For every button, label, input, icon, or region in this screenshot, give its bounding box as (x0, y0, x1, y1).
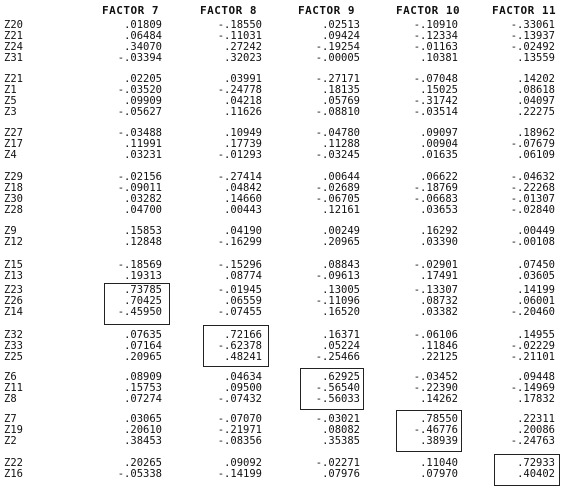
loading-value: -.03514 (413, 106, 458, 118)
variable-name: Z21 (4, 73, 23, 85)
loading-value: -.05627 (117, 106, 162, 118)
loading-value: .27242 (224, 41, 262, 53)
loading-value: -.13937 (510, 30, 555, 42)
loading-value: -.45950 (117, 306, 162, 318)
loading-value: .04190 (224, 225, 262, 237)
variable-name: Z24 (4, 41, 23, 53)
loading-value: -.11031 (217, 30, 262, 42)
loading-value: .19313 (124, 270, 162, 282)
loading-value: -.19254 (315, 41, 360, 53)
loading-value: -.07070 (217, 413, 262, 425)
loading-value: .04097 (517, 95, 555, 107)
loading-value: -.25466 (315, 351, 360, 363)
loading-value: .07164 (124, 340, 162, 352)
variable-name: Z23 (4, 284, 23, 296)
loading-value: -.16299 (217, 236, 262, 248)
loading-value: -.56540 (315, 382, 360, 394)
loading-value: -.02156 (117, 171, 162, 183)
loading-value: -.14969 (510, 382, 555, 394)
loading-value: .20086 (517, 424, 555, 436)
loading-value: .08843 (322, 259, 360, 271)
loading-value: -.00005 (315, 52, 360, 64)
loading-value: .14262 (420, 393, 458, 405)
variable-name: Z8 (4, 393, 17, 405)
loading-value: -.07048 (413, 73, 458, 85)
loading-value: .22125 (420, 351, 458, 363)
loading-value: .00449 (517, 225, 555, 237)
variable-name: Z14 (4, 306, 23, 318)
loading-value: .06001 (517, 295, 555, 307)
loading-value: .05224 (322, 340, 360, 352)
loading-value: .38453 (124, 435, 162, 447)
loading-value: .13559 (517, 52, 555, 64)
loading-value: .20265 (124, 457, 162, 469)
loading-value: .00644 (322, 171, 360, 183)
loading-value: -.03488 (117, 127, 162, 139)
loading-value: -.01163 (413, 41, 458, 53)
highlight-box-factor-10 (396, 410, 462, 452)
loading-value: .20965 (322, 236, 360, 248)
loading-value: .11991 (124, 138, 162, 150)
loading-value: .16520 (322, 306, 360, 318)
loading-value: .04634 (224, 371, 262, 383)
loading-value: .07976 (322, 468, 360, 480)
loading-value: .15753 (124, 382, 162, 394)
header-factor-10: FACTOR 10 (396, 4, 461, 17)
loading-value: .06622 (420, 171, 458, 183)
loading-value: .17832 (517, 393, 555, 405)
variable-name: Z19 (4, 424, 23, 436)
loading-value: -.27171 (315, 73, 360, 85)
highlight-box-factor-8 (203, 325, 269, 367)
variable-name: Z5 (4, 95, 17, 107)
loading-value: -.01945 (217, 284, 262, 296)
loading-value: .72933 (517, 457, 555, 469)
loading-value: -.02229 (510, 340, 555, 352)
loading-value: .02205 (124, 73, 162, 85)
loading-value: .09424 (322, 30, 360, 42)
loading-value: -.46776 (413, 424, 458, 436)
loading-value: .03382 (420, 306, 458, 318)
loading-value: -.15296 (217, 259, 262, 271)
loading-value: -.24778 (217, 84, 262, 96)
loading-value: .03653 (420, 204, 458, 216)
loading-value: .09500 (224, 382, 262, 394)
loading-value: -.12334 (413, 30, 458, 42)
variable-name: Z11 (4, 382, 23, 394)
loading-value: .11626 (224, 106, 262, 118)
highlight-box-factor-9 (300, 368, 364, 410)
loading-value: .32023 (224, 52, 262, 64)
loading-value: -.06106 (413, 329, 458, 341)
loading-value: .22275 (517, 106, 555, 118)
loading-value: -.05338 (117, 468, 162, 480)
variable-name: Z7 (4, 413, 17, 425)
highlight-box-factor-7 (104, 283, 170, 325)
loading-value: .03231 (124, 149, 162, 161)
loading-value: .06484 (124, 30, 162, 42)
loading-value: .35385 (322, 435, 360, 447)
loading-value: .02513 (322, 19, 360, 31)
loading-value: .03605 (517, 270, 555, 282)
loading-value: -.21971 (217, 424, 262, 436)
loading-value: -.09011 (117, 182, 162, 194)
loading-value: .14202 (517, 73, 555, 85)
loading-value: .01635 (420, 149, 458, 161)
variable-name: Z15 (4, 259, 23, 271)
loading-value: -.02901 (413, 259, 458, 271)
header-factor-8: FACTOR 8 (200, 4, 257, 17)
loading-value: -.03394 (117, 52, 162, 64)
variable-name: Z17 (4, 138, 23, 150)
loading-value: .62925 (322, 371, 360, 383)
loading-value: -.08810 (315, 106, 360, 118)
header-factor-7: FACTOR 7 (102, 4, 159, 17)
loading-value: .09909 (124, 95, 162, 107)
variable-name: Z12 (4, 236, 23, 248)
loading-value: .08732 (420, 295, 458, 307)
highlight-box-factor-11 (494, 454, 560, 486)
variable-name: Z31 (4, 52, 23, 64)
loading-value: -.01293 (217, 149, 262, 161)
loading-value: .11288 (322, 138, 360, 150)
variable-name: Z32 (4, 329, 23, 341)
loading-value: -.22390 (413, 382, 458, 394)
loading-value: .38939 (420, 435, 458, 447)
loading-value: .07274 (124, 393, 162, 405)
loading-value: -.00108 (510, 236, 555, 248)
variable-name: Z21 (4, 30, 23, 42)
loading-value: .05769 (322, 95, 360, 107)
loading-value: -.18569 (117, 259, 162, 271)
loading-value: .17491 (420, 270, 458, 282)
loading-value: .40402 (517, 468, 555, 480)
loading-value: .15025 (420, 84, 458, 96)
variable-name: Z25 (4, 351, 23, 363)
loading-value: .48241 (224, 351, 262, 363)
loading-value: -.02492 (510, 41, 555, 53)
loading-value: -.03520 (117, 84, 162, 96)
loading-value: -.07455 (217, 306, 262, 318)
loading-value: .14199 (517, 284, 555, 296)
header-factor-9: FACTOR 9 (298, 4, 355, 17)
loading-value: .01809 (124, 19, 162, 31)
loading-value: .03991 (224, 73, 262, 85)
loading-value: .13005 (322, 284, 360, 296)
loading-value: .00904 (420, 138, 458, 150)
variable-name: Z29 (4, 171, 23, 183)
loading-value: .18135 (322, 84, 360, 96)
loading-value: .08618 (517, 84, 555, 96)
loading-value: .14955 (517, 329, 555, 341)
loading-value: .04218 (224, 95, 262, 107)
variable-name: Z22 (4, 457, 23, 469)
loading-value: -.22268 (510, 182, 555, 194)
loading-value: .04700 (124, 204, 162, 216)
loading-value: -.04632 (510, 171, 555, 183)
loading-value: .78550 (420, 413, 458, 425)
loading-value: .16371 (322, 329, 360, 341)
loading-value: -.11096 (315, 295, 360, 307)
variable-name: Z28 (4, 204, 23, 216)
loading-value: -.18769 (413, 182, 458, 194)
loading-value: .34070 (124, 41, 162, 53)
loading-value: .00443 (224, 204, 262, 216)
loading-value: -.07679 (510, 138, 555, 150)
loading-value: -.56033 (315, 393, 360, 405)
loading-value: .03065 (124, 413, 162, 425)
loading-value: .15853 (124, 225, 162, 237)
variable-name: Z13 (4, 270, 23, 282)
loading-value: .08082 (322, 424, 360, 436)
loading-value: -.18550 (217, 19, 262, 31)
loading-value: .07970 (420, 468, 458, 480)
loading-value: -.09613 (315, 270, 360, 282)
loading-value: .06559 (224, 295, 262, 307)
loading-value: -.06705 (315, 193, 360, 205)
loading-value: -.14199 (217, 468, 262, 480)
loading-value: .22311 (517, 413, 555, 425)
loading-value: .11040 (420, 457, 458, 469)
loading-value: -.03021 (315, 413, 360, 425)
loading-value: -.13307 (413, 284, 458, 296)
variable-name: Z9 (4, 225, 17, 237)
variable-name: Z27 (4, 127, 23, 139)
loading-value: -.27414 (217, 171, 262, 183)
loading-value: .73785 (124, 284, 162, 296)
loading-value: -.31742 (413, 95, 458, 107)
loading-value: -.01307 (510, 193, 555, 205)
loading-value: .17739 (224, 138, 262, 150)
loading-value: .10949 (224, 127, 262, 139)
variable-name: Z18 (4, 182, 23, 194)
loading-value: -.10910 (413, 19, 458, 31)
loading-value: -.02840 (510, 204, 555, 216)
variable-name: Z1 (4, 84, 17, 96)
variable-name: Z4 (4, 149, 17, 161)
loading-value: .07450 (517, 259, 555, 271)
loading-value: .09097 (420, 127, 458, 139)
loading-value: .10381 (420, 52, 458, 64)
loading-value: .20965 (124, 351, 162, 363)
variable-name: Z6 (4, 371, 17, 383)
loading-value: .12161 (322, 204, 360, 216)
loading-value: .14660 (224, 193, 262, 205)
loading-value: .11846 (420, 340, 458, 352)
loading-value: .04842 (224, 182, 262, 194)
loading-value: .09448 (517, 371, 555, 383)
variable-name: Z33 (4, 340, 23, 352)
loading-value: -.06683 (413, 193, 458, 205)
variable-name: Z30 (4, 193, 23, 205)
variable-name: Z26 (4, 295, 23, 307)
loading-value: .70425 (124, 295, 162, 307)
loading-value: -.07432 (217, 393, 262, 405)
variable-name: Z2 (4, 435, 17, 447)
loading-value: .16292 (420, 225, 458, 237)
loading-value: .07635 (124, 329, 162, 341)
loading-value: -.04780 (315, 127, 360, 139)
loading-value: -.21101 (510, 351, 555, 363)
loading-value: .18962 (517, 127, 555, 139)
loading-value: .72166 (224, 329, 262, 341)
loading-value: .09092 (224, 457, 262, 469)
loading-value: .20610 (124, 424, 162, 436)
loading-value: -.62378 (217, 340, 262, 352)
loading-value: .03282 (124, 193, 162, 205)
loading-value: .08774 (224, 270, 262, 282)
loading-value: -.33061 (510, 19, 555, 31)
loading-value: -.08356 (217, 435, 262, 447)
variable-name: Z3 (4, 106, 17, 118)
loading-value: -.20460 (510, 306, 555, 318)
loading-value: -.03452 (413, 371, 458, 383)
loading-value: .00249 (322, 225, 360, 237)
variable-name: Z16 (4, 468, 23, 480)
loading-value: .08909 (124, 371, 162, 383)
loading-value: -.02689 (315, 182, 360, 194)
loading-value: .06109 (517, 149, 555, 161)
loading-value: -.03245 (315, 149, 360, 161)
loading-value: -.24763 (510, 435, 555, 447)
variable-name: Z20 (4, 19, 23, 31)
loading-value: .12848 (124, 236, 162, 248)
loading-value: -.02271 (315, 457, 360, 469)
header-factor-11: FACTOR 11 (492, 4, 557, 17)
loading-value: .03390 (420, 236, 458, 248)
